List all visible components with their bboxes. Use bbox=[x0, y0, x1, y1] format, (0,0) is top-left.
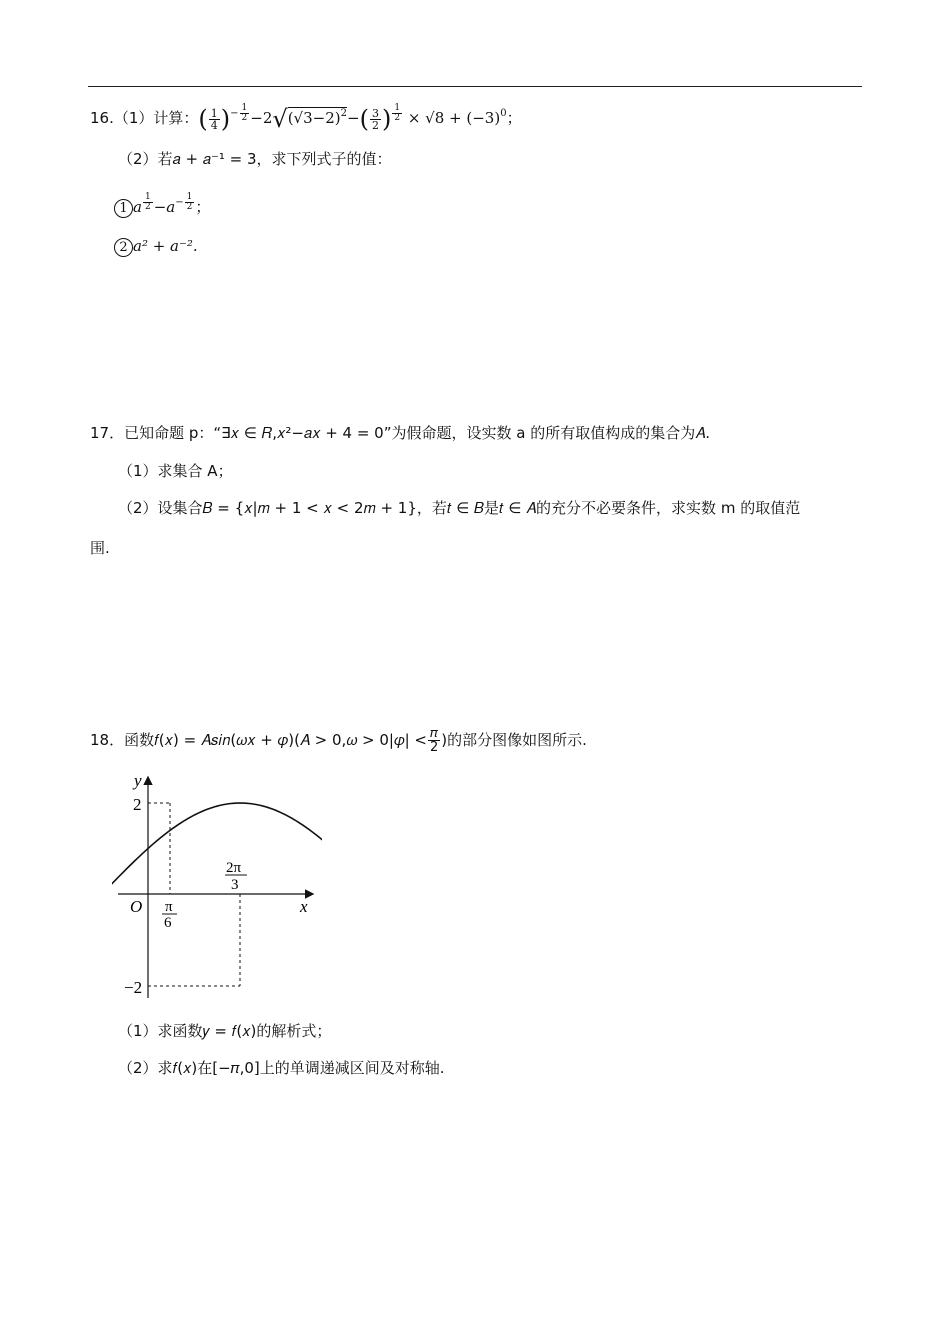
q18-part1: （1）求函数𝑦 = 𝑓(𝑥)的解析式； bbox=[118, 1022, 332, 1040]
q17-part2: （2）设集合𝐵 = {𝑥|𝑚 + 1 < 𝑥 < 2𝑚 + 1}，若𝑡 ∈ 𝐵是𝑡 ∈ 𝐴的充分不必要条件，求实数 m 的取值范 bbox=[118, 499, 801, 517]
tick-pi6-numerator: π bbox=[165, 899, 173, 915]
y-min-label: −2 bbox=[124, 978, 143, 997]
q16-label: 16.（1）计算： bbox=[90, 109, 199, 127]
q17-part1: （1）求集合 A； bbox=[118, 462, 233, 480]
y-axis-label: y bbox=[134, 771, 142, 790]
q16-item2: 2 𝑎² + 𝑎⁻². bbox=[114, 236, 198, 257]
y-max-label: 2 bbox=[133, 795, 142, 814]
sine-graph bbox=[112, 770, 322, 1002]
q18-part2: （2）求𝑓(𝑥)在[−𝜋,0]上的单调递减区间及对称轴. bbox=[118, 1059, 445, 1077]
sqrt-expression: $(√3-2)^2$ bbox=[287, 108, 347, 127]
x-axis-label: x bbox=[300, 897, 308, 916]
q18-line1: 18．函数𝑓(𝑥) = 𝐴𝑠𝑖𝑛(𝜔𝑥 + 𝜑)(𝐴 > 0,𝜔 > 0|𝜑| < $\frac{\text{𝜋}}{2}$ )的部分图像如图所示. bbox=[90, 726, 587, 755]
header-rule bbox=[88, 86, 862, 87]
circled-number-2: 2 bbox=[114, 238, 133, 257]
q16-item1: 1 𝑎 $^{\frac{1}{2}}$ −𝑎$^{- \frac{1}{2}}$ ； bbox=[114, 193, 210, 218]
q16-line1: 16.（1）计算：( $\frac{1}{4}$ )$^{- \frac{1}{2}}$ $-2√(√3-2)^2-$( $\frac{3}{2}$ ) $^{\frac{1}{2}}$ × $√8 + (-3)^0$； bbox=[90, 103, 522, 133]
origin-label: O bbox=[130, 897, 143, 916]
q17-line1: 17．已知命题 p：“∃𝑥 ∈ 𝑅,𝑥²−𝑎𝑥 + 4 = 0”为假命题，设实数 a 的所有取值构成的集合为𝐴. bbox=[90, 424, 710, 442]
circled-number-1: 1 bbox=[114, 199, 133, 218]
tick-pi6-denominator: 6 bbox=[164, 915, 172, 931]
q17-part2-cont: 围. bbox=[90, 539, 110, 557]
tick-2pi3-denominator: 3 bbox=[231, 877, 239, 893]
q16-part2: （2）若𝑎 + 𝑎⁻¹ = 3，求下列式子的值： bbox=[118, 150, 392, 168]
tick-2pi3-numerator: 2π bbox=[226, 860, 242, 876]
